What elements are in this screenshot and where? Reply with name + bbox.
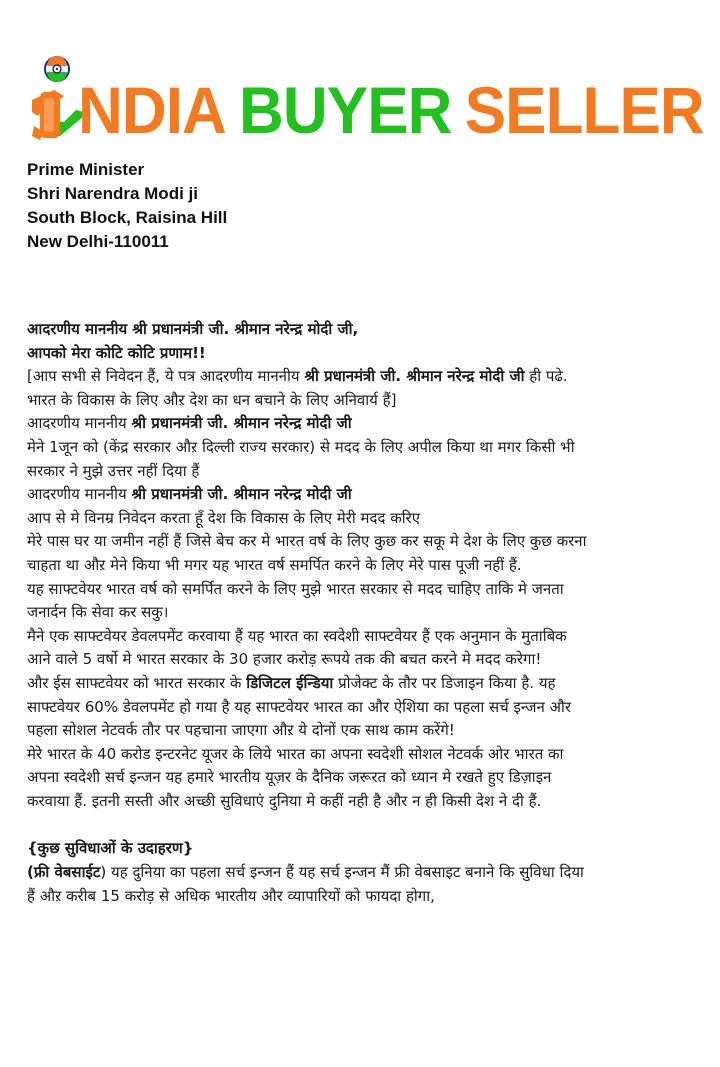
paragraph-line: मेरे भारत के 40 करोड इन्टरनेट यूजर के लिये भारत का अपना स्वदेशी सोशल नेटवर्क ओर भारत का <box>27 744 564 763</box>
paragraph-line: और ईस साफ्टवेयर को भारत सरकार के डिजिटल ईन्डिया प्रोजेक्ट के तौर पर डिजाइन किया है. यह <box>27 673 556 692</box>
examples-heading: {कुछ सुविधाओं के उदाहरण} <box>27 839 194 858</box>
salutation-line: आदरणीय माननीय श्री प्रधानमंत्री जी. श्रीमान नरेन्द्र मोदी जी, <box>27 320 359 338</box>
request-line: भारत के विकास के लिए औऱ देश का धन बचाने के लिए अनिवार्य हैं] <box>27 390 397 409</box>
address-line: Prime Minister <box>27 160 145 179</box>
address-line: New Delhi-110011 <box>27 232 169 251</box>
paragraph-line: मेरे पास घर या जमीन नहीं हैं जिसे बेच कर मे भारत वर्ष के लिए कुछ कर सकू मे देश के लिए कुछ करना <box>27 532 587 551</box>
logo-wordmark <box>78 74 704 146</box>
paragraph-line: करवाया हैं. इतनी सस्ती और अच्छी सुविधाएं दुनिया मे कहीं नही है और न ही किसी देश ने दी हैं. <box>27 791 542 810</box>
logo-word-india: NDIA <box>78 73 226 147</box>
greeting-line: आपको मेरा कोटि कोटि प्रणाम!! <box>27 343 206 362</box>
paragraph-line: आने वाले 5 वर्षो मे भारत सरकार के 30 हजार करोड़ रूपये तक की बचत करने मे मदद करेगा! <box>27 650 542 669</box>
paragraph-line: साफ्टवेयर 60% डेवलपमेंट हो गया है यह साफ्टवेयर भारत का और ऐशिया का पहला सर्च इन्जन और <box>27 697 572 716</box>
address-again-line: आदरणीय माननीय श्री प्रधानमंत्री जी. श्रीमान नरेन्द्र मोदी जी <box>27 414 352 433</box>
address-line: South Block, Raisina Hill <box>27 208 228 227</box>
request-line: [आप सभी से निवेदन हैं, ये पत्र आदरणीय माननीय श्री प्रधानमंत्री जी. श्रीमान नरेन्द्र मोदी जी ही पढे. <box>27 367 568 386</box>
address-again-line: आदरणीय माननीय श्री प्रधानमंत्री जी. श्रीमान नरेन्द्र मोदी जी <box>27 485 352 504</box>
spacer <box>27 813 703 837</box>
appeal-line: मेने 1जून को (केंद्र सरकार औऱ दिल्ली राज्य सरकार) से मदद के लिए अपील किया था मगर किसी भी <box>27 437 575 456</box>
example-item-line: हैं औऱ करीब 15 करोड़ से अधिक भारतीय और व्यापारियों को फायदा होगा, <box>27 886 435 905</box>
paragraph-line: पहला सोशल नेटवर्क तौर पर पहचाना जाएगा औऱ ये दोनों एक साथ काम करेंगे! <box>27 721 455 740</box>
ashoka-chakra-icon <box>44 56 70 82</box>
appeal-line: सरकार ने मुझे उत्तर नहीं दिया हैं <box>27 461 200 480</box>
paragraph-line: चाहता था औऱ मेने किया भी मगर यह भारत वर्ष समर्पित करने के लिए मेरे पास पूजी नहीं हैं. <box>27 555 522 574</box>
logo-word-buyer: BUYER <box>239 73 452 147</box>
paragraph-line: अपना स्वदेशी सर्च इन्जन यह हमारे भारतीय यूज़र के दैनिक जरूरत को ध्यान मे रखते हुए डिज़ाइन <box>27 768 552 787</box>
paragraph-line: जनार्दन कि सेवा कर सकु। <box>27 603 169 622</box>
paragraph-line: यह साफ्टवेयर भारत वर्ष को समर्पित करने के लिए मुझे भारत सरकार से मदद चाहिए ताकि मे जनता <box>27 579 564 598</box>
paragraph-line: मैने एक साफ्टवेयर डेवलपमेंट करवाया हैं यह भारत का स्वदेशी साफ्टवेयर हैं एक अनुमान के मुताबिक <box>27 626 567 645</box>
recipient-address <box>27 158 227 254</box>
india-buyer-seller-logo <box>26 52 706 152</box>
example-item-line: (फ्री वेबसाईट) यह दुनिया का पहला सर्च इन्जन हैं यह सर्च इन्जन मैं फ्री वेबसाइट बनाने कि सुविधा दिया <box>27 863 584 882</box>
letter-body <box>27 318 703 908</box>
paragraph-line: आप से मे विनम्र निवेदन करता हूँ देश कि विकास के लिए मेरी मदद करिए <box>27 508 421 527</box>
address-line: Shri Narendra Modi ji <box>27 184 198 203</box>
logo-word-seller: SELLER <box>464 73 704 147</box>
